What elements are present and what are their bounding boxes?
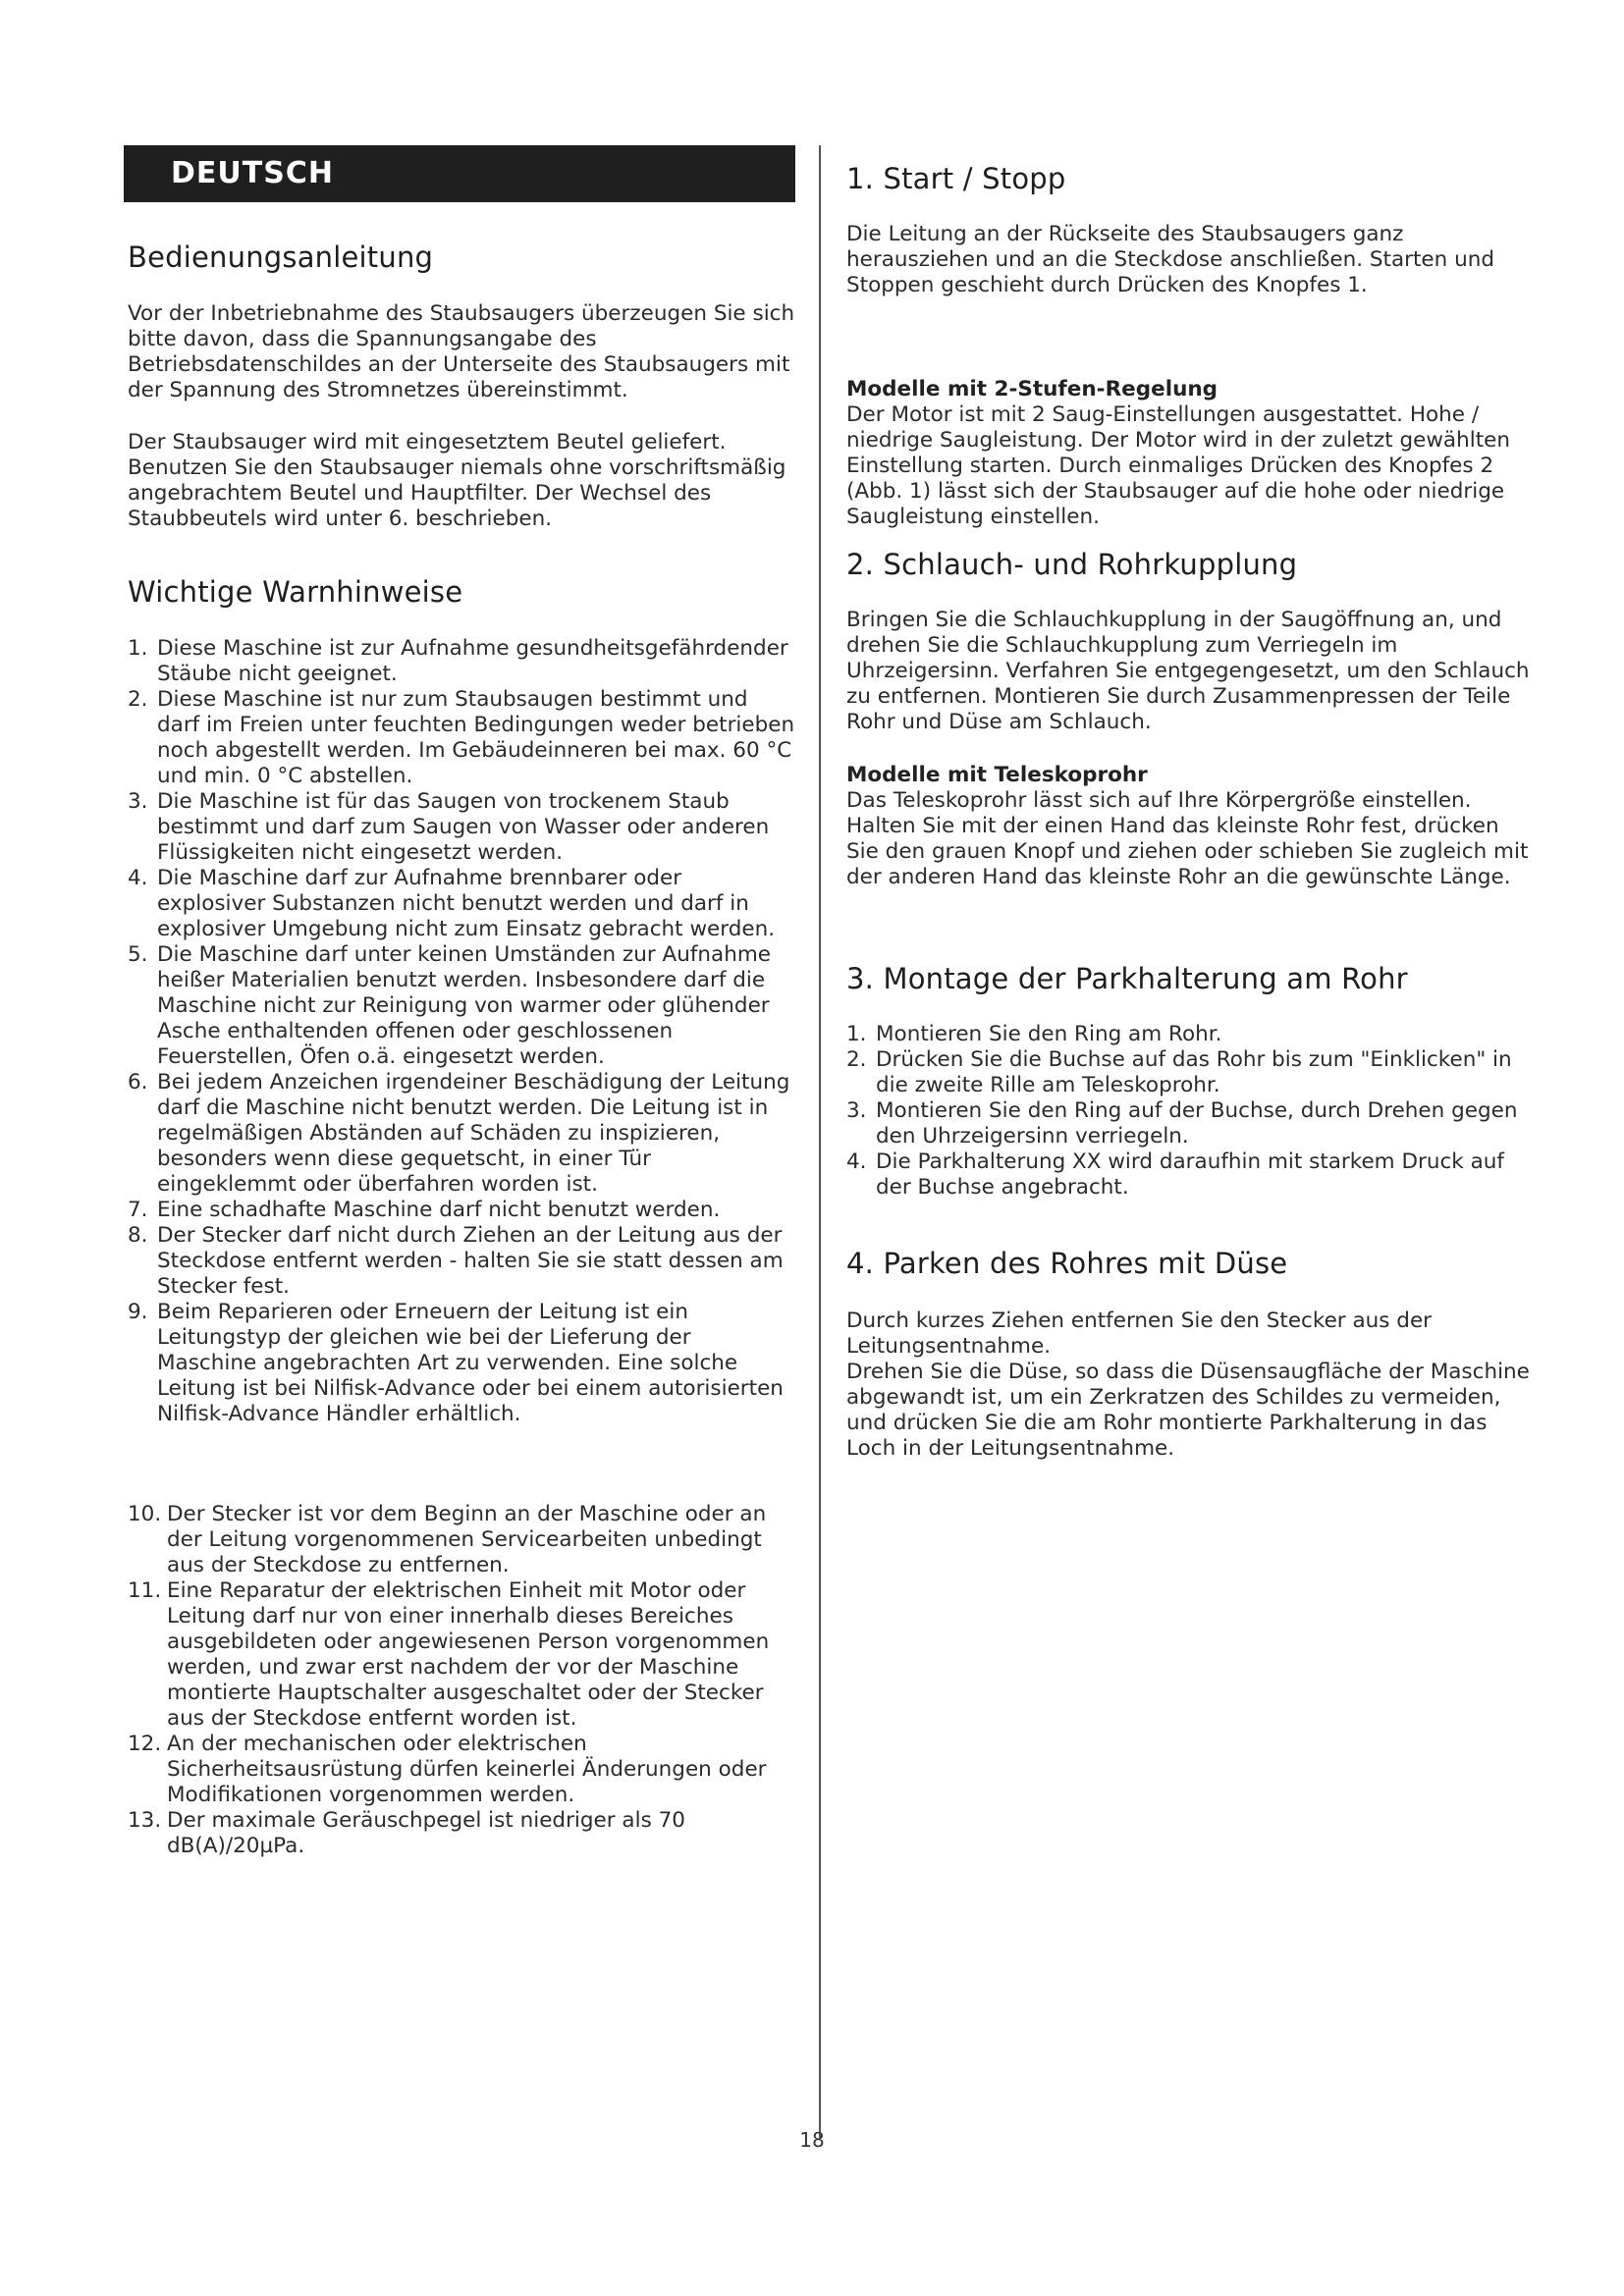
list-item-number: 12. [128, 1732, 162, 1756]
heading-warnhinweise [128, 575, 795, 609]
list-item-text: Die Maschine darf zur Aufnahme brennbarer oder explosiver Substanzen nicht benutzt werden und darf in explosiver Umgebung nicht zum Einsatz gebracht werden. [157, 866, 776, 941]
list-item-number: 9. [128, 1300, 148, 1324]
list-item-text: Diese Maschine ist nur zum Staubsaugen bestimmt und darf im Freien unter feuchten Bedingungen weder betrieben noch abgestellt werden. Im Gebäudeinneren bei max. 60 °C und min. 0 °C abstellen. [157, 687, 795, 788]
paragraph: Die Leitung an der Rückseite des Staubsaugers ganz herausziehen und an die Steckdose anschließen. Starten und Stoppen geschieht durch Drücken des Knopfes 1. [846, 222, 1494, 297]
paragraph: Durch kurzes Ziehen entfernen Sie den Stecker aus der Leitungsentnahme. [846, 1308, 1433, 1359]
list-item-number: 5. [128, 942, 148, 967]
list-item [128, 1732, 795, 1808]
list-item [128, 1070, 795, 1198]
list-item-text: Die Parkhalterung XX wird daraufhin mit starkem Druck auf der Buchse angebracht. [876, 1149, 1504, 1200]
list-item-number: 3. [128, 789, 148, 814]
list-item-number: 6. [128, 1070, 148, 1095]
list-item [128, 1808, 795, 1859]
intro-paragraph-2 [128, 430, 795, 532]
section-3 [846, 962, 1534, 995]
section-title: 4. Parken des Rohres mit Düse [846, 1247, 1288, 1280]
list-item-number: 11. [128, 1578, 162, 1603]
list-item-text: Beim Reparieren oder Erneuern der Leitung ist ein Leitungstyp der gleichen wie bei der Lieferung der Maschine angebrachten Art zu verwenden. Eine solche Leitung ist bei Nilfisk-Advance oder bei einem autorisierten Nilfisk-Advance Händler erhältlich. [157, 1300, 784, 1426]
list-item-number: 7. [128, 1198, 148, 1222]
heading-bedienungsanleitung [128, 240, 795, 274]
column-divider [819, 145, 821, 2138]
paragraph: Vor der Inbetriebnahme des Staubsaugers überzeugen Sie sich bitte davon, dass die Spannungsangabe des Betriebsdatenschildes an der Unterseite des Staubsaugers mit der Spannung des Stromnetzes übereinstimmt. [128, 301, 795, 402]
subsection-title: Modelle mit Teleskoprohr [846, 763, 1148, 787]
paragraph: Das Teleskoprohr lässt sich auf Ihre Körpergröße einstellen. Halten Sie mit der einen Hand das kleinste Rohr fest, drücken Sie den grauen Knopf und ziehen oder schieben Sie zugleich mit der anderen Hand das kleinste Rohr an die gewünschte Länge. [846, 788, 1529, 889]
section-title: 1. Start / Stopp [846, 162, 1066, 195]
list-item-number: 13. [128, 1808, 162, 1833]
list-item-text: Eine Reparatur der elektrischen Einheit mit Motor oder Leitung darf nur von einer innerhalb dieses Bereiches ausgebildeten oder angewiesenen Person vorgenommen werden, und zwar erst nachdem der vor der Maschine montierte Hauptschalter ausgeschaltet oder der Stecker aus der Steckdose entfernt worden ist. [167, 1578, 770, 1731]
list-item-number: 3. [846, 1098, 867, 1123]
section-4-paragraph-2 [846, 1360, 1534, 1462]
subsection-title: Modelle mit 2-Stufen-Regelung [846, 377, 1218, 401]
list-item-text: Drücken Sie die Buchse auf das Rohr bis zum "Einklicken" in die zweite Rille am Teleskoprohr. [876, 1047, 1512, 1097]
warning-list [128, 1502, 795, 1859]
section-title: 3. Montage der Parkhalterung am Rohr [846, 962, 1408, 995]
warnings-list-a [128, 636, 795, 1427]
section-3-steps [846, 1022, 1534, 1201]
section-1-paragraph [846, 222, 1534, 298]
list-item-text: Montieren Sie den Ring am Rohr. [876, 1022, 1222, 1046]
list-item [128, 1223, 795, 1300]
list-item-text: Der maximale Geräuschpegel ist niedriger als 70 dB(A)/20µPa. [167, 1808, 685, 1858]
paragraph: Der Motor ist mit 2 Saug-Einstellungen ausgestattet. Hohe / niedrige Saugleistung. Der Motor wird in der zuletzt gewählten Einstellung starten. Durch einmaliges Drücken des Knopfes 2 (Abb. 1) lässt sich der Staubsauger auf die hohe oder niedrige Saugleistung einstellen. [846, 402, 1510, 529]
list-item-number: 2. [128, 687, 148, 712]
section-title: 2. Schlauch- und Rohrkupplung [846, 548, 1298, 581]
list-item [128, 1502, 795, 1578]
list-item [128, 1300, 795, 1427]
list-item-number: 8. [128, 1223, 148, 1248]
list-item [846, 1098, 1534, 1149]
paragraph: Der Staubsauger wird mit eingesetztem Beutel geliefert. Benutzen Sie den Staubsauger niemals ohne vorschriftsmäßig angebrachtem Beutel und Hauptfilter. Der Wechsel des Staubbeutels wird unter 6. beschrieben. [128, 430, 786, 531]
paragraph: Drehen Sie die Düse, so dass die Düsensaugfläche der Maschine abgewandt ist, um ein Zerkratzen des Schildes zu vermeiden, und drücken Sie die am Rohr montierte Parkhalterung in das Loch in der Leitungsentnahme. [846, 1360, 1530, 1461]
list-item-number: 1. [128, 636, 148, 661]
language-label: DEUTSCH [171, 156, 334, 190]
list-item [128, 789, 795, 866]
section-2-paragraph [846, 608, 1534, 735]
list-item-text: Montieren Sie den Ring auf der Buchse, durch Drehen gegen den Uhrzeigersinn verriegeln. [876, 1098, 1518, 1148]
list-item-text: Der Stecker darf nicht durch Ziehen an der Leitung aus der Steckdose entfernt werden - halten Sie sie statt dessen am Stecker fest. [157, 1223, 784, 1299]
list-item-text: Diese Maschine ist zur Aufnahme gesundheitsgefährdender Stäube nicht geeignet. [157, 636, 788, 686]
section-4-paragraph-1 [846, 1308, 1534, 1360]
list-item [128, 636, 795, 687]
section-2 [846, 548, 1534, 581]
list-item-text: Der Stecker ist vor dem Beginn an der Maschine oder an der Leitung vorgenommenen Servicearbeiten unbedingt aus der Steckdose zu entfernen. [167, 1502, 767, 1577]
list-item-text: Die Maschine darf unter keinen Umständen zur Aufnahme heißer Materialien benutzt werden. Insbesondere darf die Maschine nicht zur Reinigung von warmer oder glühender Asche enthaltenden offenen oder geschlossenen Feuerstellen, Öfen o.ä. eingesetzt werden. [157, 942, 772, 1069]
section-title: Bedienungsanleitung [128, 240, 434, 274]
list-item-text: Die Maschine ist für das Saugen von trockenem Staub bestimmt und darf zum Saugen von Wasser oder anderen Flüssigkeiten nicht eingesetzt werden. [157, 789, 770, 865]
list-item [846, 1149, 1534, 1201]
list-item [128, 687, 795, 789]
page-number: 18 [799, 2128, 825, 2152]
list-item [128, 1198, 795, 1223]
section-2-subsection [846, 763, 1534, 890]
intro-paragraph-1 [128, 301, 795, 403]
list-item [128, 942, 795, 1070]
section-4 [846, 1247, 1534, 1280]
list-item-text: Bei jedem Anzeichen irgendeiner Beschädigung der Leitung darf die Maschine nicht benutzt werden. Die Leitung ist in regelmäßigen Abständen auf Schäden zu inspizieren, besonders wenn diese gequetscht, in einer Tür eingeklemmt oder überfahren worden ist. [157, 1070, 790, 1197]
section-1-subsection [846, 377, 1534, 530]
list-item-number: 1. [846, 1022, 867, 1046]
list-item [128, 866, 795, 942]
warnings-list-b [128, 1502, 795, 1859]
paragraph: Bringen Sie die Schlauchkupplung in der Saugöffnung an, und drehen Sie die Schlauchkupplung zum Verriegeln im Uhrzeigersinn. Verfahren Sie entgegengesetzt, um den Schlauch zu entfernen. Montieren Sie durch Zusammenpressen der Teile Rohr und Düse am Schlauch. [846, 608, 1530, 734]
list-item-text: Eine schadhafte Maschine darf nicht benutzt werden. [157, 1198, 721, 1222]
list-item-number: 10. [128, 1502, 162, 1526]
list-item-text: An der mechanischen oder elektrischen Sicherheitsausrüstung dürfen keinerlei Änderungen oder Modifikationen vorgenommen werden. [167, 1732, 767, 1807]
list-item [128, 1578, 795, 1732]
language-band [124, 145, 795, 202]
section-1 [846, 162, 1534, 195]
list-item-number: 4. [128, 866, 148, 890]
warning-list [128, 636, 795, 1427]
step-list [846, 1022, 1534, 1201]
section-title: Wichtige Warnhinweise [128, 575, 463, 609]
list-item-number: 4. [846, 1149, 867, 1174]
list-item-number: 2. [846, 1047, 867, 1072]
list-item [846, 1047, 1534, 1098]
list-item [846, 1022, 1534, 1047]
